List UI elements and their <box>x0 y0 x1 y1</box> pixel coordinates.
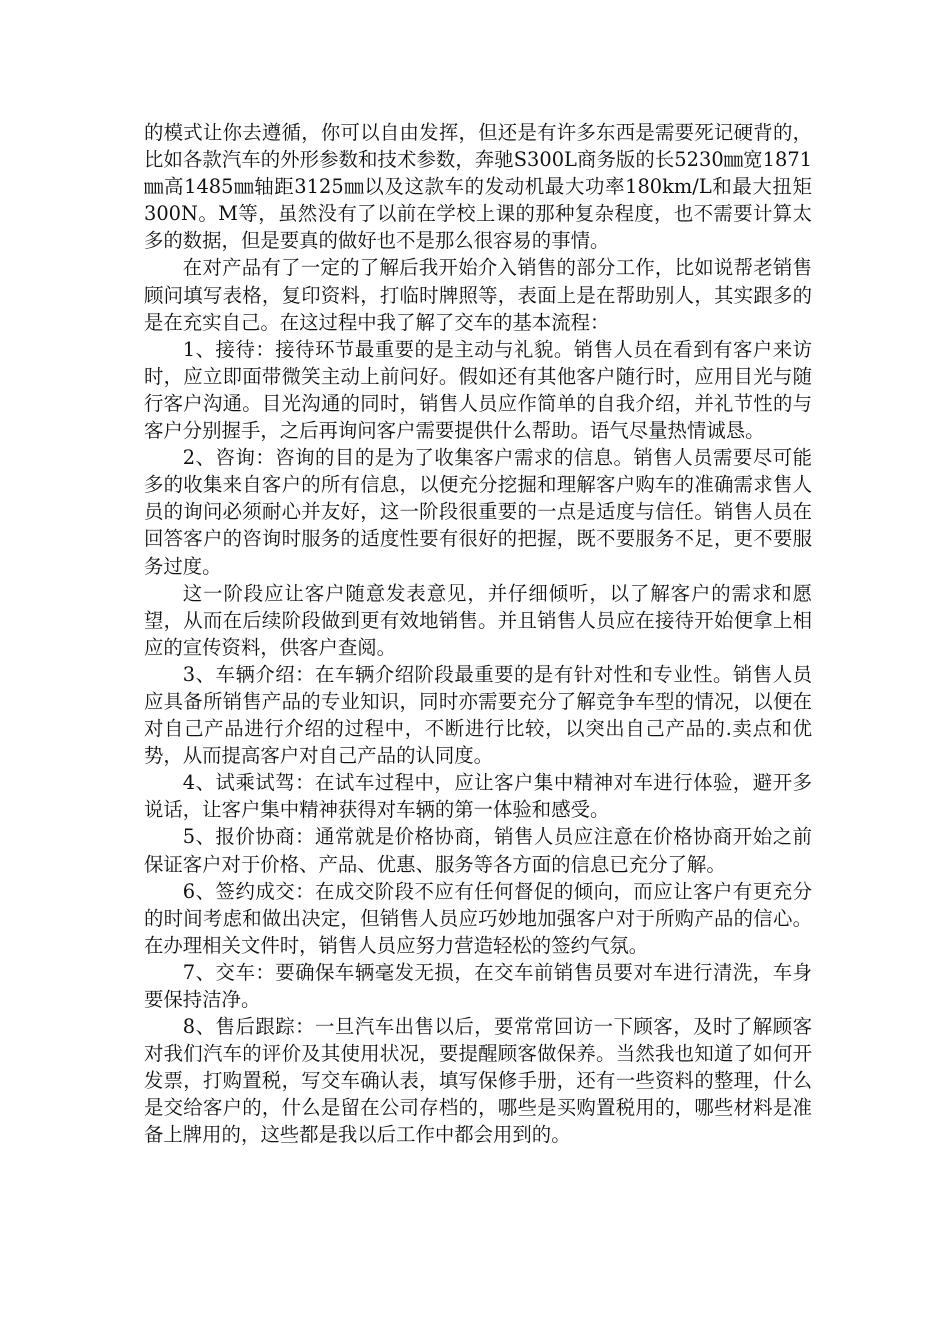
paragraph-consultation-note: 这一阶段应让客户随意发表意见，并仔细倾听，以了解客户的需求和愿望，从而在后续阶段做到更有效地销售。并且销售人员应在接待开始便拿上相应的宣传资料，供客户查阅。 <box>144 581 812 659</box>
paragraph-step-price-negotiation: 5、报价协商：通常就是价格协商，销售人员应注意在价格协商开始之前保证客户对于价格、产品、优惠、服务等各方面的信息已充分了解。 <box>144 825 812 876</box>
paragraph-step-reception: 1、接待：接待环节最重要的是主动与礼貌。销售人员在看到有客户来访时，应立即面带微笑主动上前问好。假如还有其他客户随行时，应用目光与随行客户沟通。目光沟通的同时，销售人员应作简单的自我介绍，并礼节性的与客户分别握手，之后再询问客户需要提供什么帮助。语气尽量热情诚恳。 <box>144 337 812 443</box>
paragraph-step-delivery: 7、交车：要确保车辆毫发无损，在交车前销售员要对车进行清洗，车身要保持洁净。 <box>144 960 812 1011</box>
paragraph-step-vehicle-intro: 3、车辆介绍：在车辆介绍阶段最重要的是有针对性和专业性。销售人员应具备所销售产品的专业知识，同时亦需要充分了解竞争车型的情况，以便在对自己产品进行介绍的过程中，不断进行比较，以突出自己产品的.卖点和优势，从而提高客户对自己产品的认同度。 <box>144 662 812 768</box>
paragraph-step-consultation: 2、咨询：咨询的目的是为了收集客户需求的信息。销售人员需要尽可能多的收集来自客户的所有信息，以便充分挖掘和理解客户购车的准确需求售人员的询问必须耐心并友好，这一阶段很重要的一点是适度与信任。销售人员在回答客户的咨询时服务的适度性要有很好的把握，既不要服务不足，更不要服务过度。 <box>144 446 812 578</box>
paragraph-sales-intro: 在对产品有了一定的了解后我开始介入销售的部分工作，比如说帮老销售顾问填写表格，复印资料，打临时牌照等，表面上是在帮助别人，其实跟多的是在充实自己。在这过程中我了解了交车的基本流程： <box>144 256 812 334</box>
document-body <box>144 119 812 1149</box>
paragraph-step-test-drive: 4、试乘试驾：在试车过程中，应让客户集中精神对车进行体验，避开多说话，让客户集中精神获得对车辆的第一体验和感受。 <box>144 771 812 822</box>
paragraph-step-signing: 6、签约成交：在成交阶段不应有任何督促的倾向，而应让客户有更充分的时间考虑和做出决定，但销售人员应巧妙地加强客户对于所购产品的信心。在办理相关文件时，销售人员应努力营造轻松的签约气氛。 <box>144 879 812 957</box>
paragraph-step-after-sales: 8、售后跟踪：一旦汽车出售以后，要常常回访一下顾客，及时了解顾客对我们汽车的评价及其使用状况，要提醒顾客做保养。当然我也知道了如何开发票，打购置税，写交车确认表，填写保修手册，还有一些资料的整理，什么是交给客户的，什么是留在公司存档的，哪些是买购置税用的，哪些材料是准备上牌用的，这些都是我以后工作中都会用到的。 <box>144 1015 812 1147</box>
paragraph-model-specs: 的模式让你去遵循，你可以自由发挥，但还是有许多东西是需要死记硬背的，比如各款汽车的外形参数和技术参数，奔驰S300L商务版的长5230㎜宽1871㎜高1485㎜轴距3125㎜以及这款车的发动机最大功率180km/L和最大扭矩300N。M等，虽然没有了以前在学校上课的那种复杂程度，也不需要计算太多的数据，但是要真的做好也不是那么很容易的事情。 <box>144 121 812 253</box>
